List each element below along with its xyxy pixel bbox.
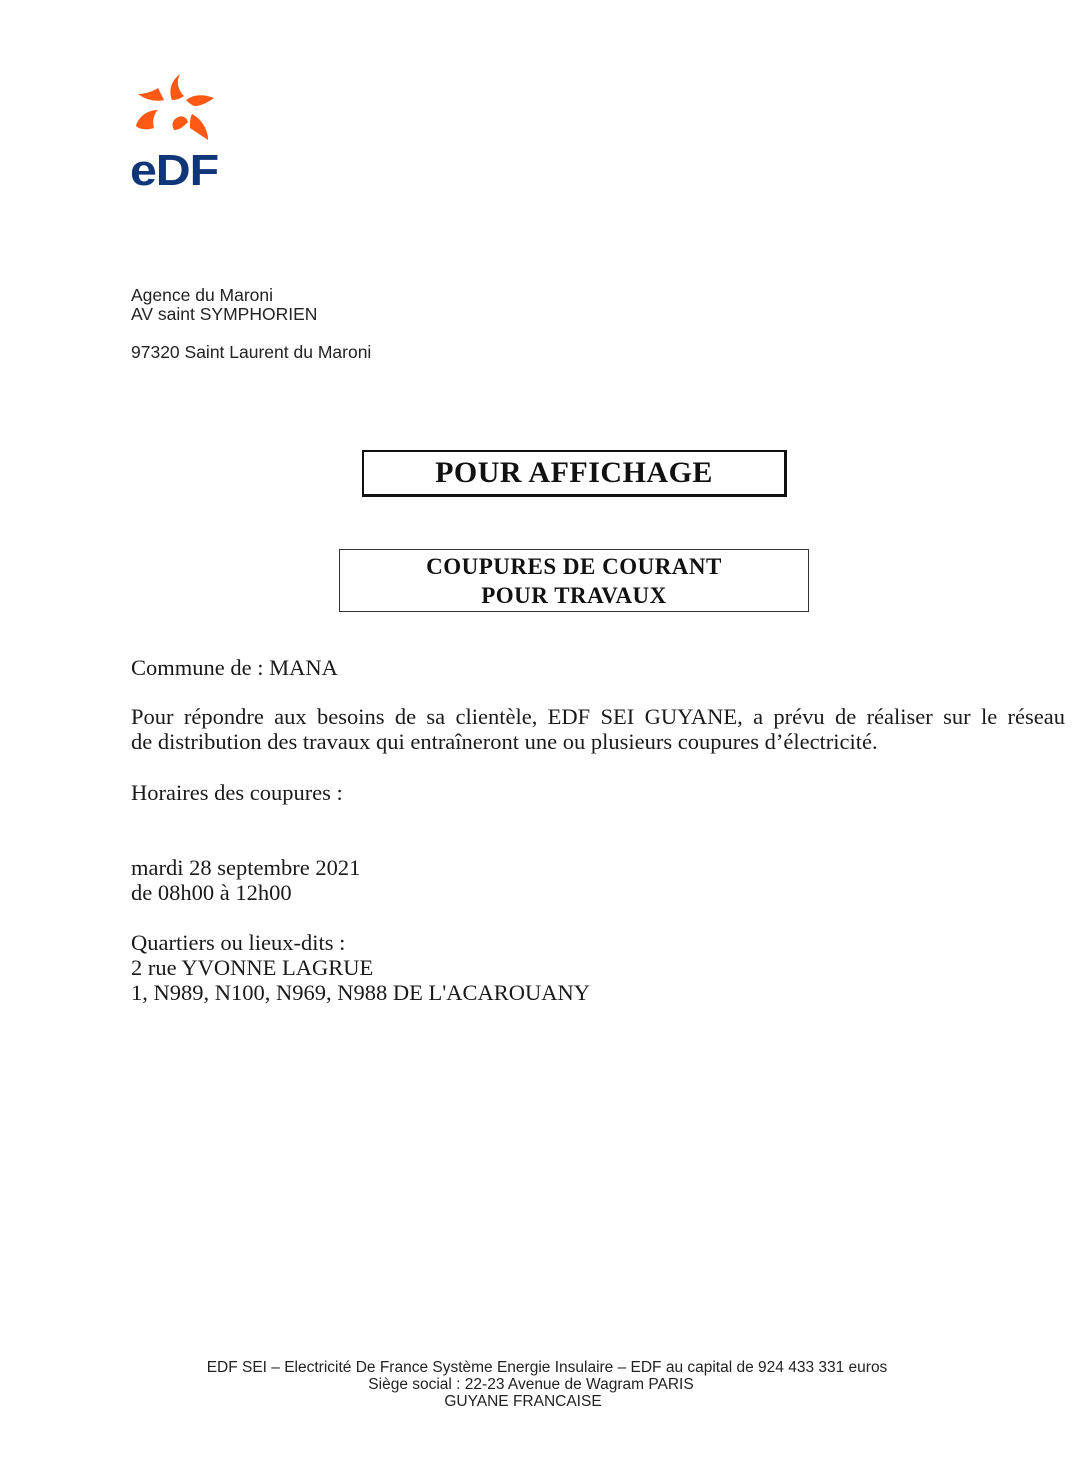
schedule-heading: Horaires des coupures : <box>131 780 343 805</box>
intro-line2: de distribution des travaux qui entraîneront une ou plusieurs coupures d’électricité. <box>131 729 878 754</box>
footer-company-line: EDF SEI – Electricité De France Système Energie Insulaire – EDF au capital de 924 433 331 euros <box>206 1359 888 1376</box>
footer-headquarters-line: Siège social : 22-23 Avenue de Wagram PARIS <box>368 1376 694 1393</box>
intro-line1: Pour répondre aux besoins de sa clientèle, EDF SEI GUYANE, a prévu de réaliser sur le réseau <box>131 704 1065 729</box>
footer <box>0 1359 1080 1410</box>
sender-address <box>131 286 371 362</box>
notice-title-line1: COUPURES DE COURANT <box>426 553 722 579</box>
notice-title-line2: POUR TRAVAUX <box>481 582 667 608</box>
edf-logo <box>128 66 224 190</box>
display-notice-box <box>362 450 787 497</box>
outage-time-range: de 08h00 à 12h00 <box>131 880 292 905</box>
outage-date: mardi 28 septembre 2021 <box>131 855 361 880</box>
city-address: 97320 Saint Laurent du Maroni <box>131 342 372 362</box>
display-notice-label: POUR AFFICHAGE <box>435 456 713 489</box>
location-item: 2 rue YVONNE LAGRUE <box>131 955 374 980</box>
street-address: AV saint SYMPHORIEN <box>131 304 318 324</box>
edf-flame-icon <box>136 74 214 140</box>
agency-name: Agence du Maroni <box>131 285 274 305</box>
edf-wordmark: eDF <box>130 146 219 190</box>
locations-block <box>131 930 590 1005</box>
location-item: 1, N989, N100, N969, N988 DE L'ACAROUANY <box>131 980 591 1005</box>
footer-region-line: GUYANE FRANCAISE <box>444 1393 602 1410</box>
locations-heading: Quartiers ou lieux-dits : <box>131 930 346 955</box>
schedule-block <box>131 855 360 905</box>
notice-title-box <box>339 549 809 612</box>
intro-paragraph <box>131 704 1065 754</box>
commune-line: Commune de : MANA <box>131 655 338 680</box>
